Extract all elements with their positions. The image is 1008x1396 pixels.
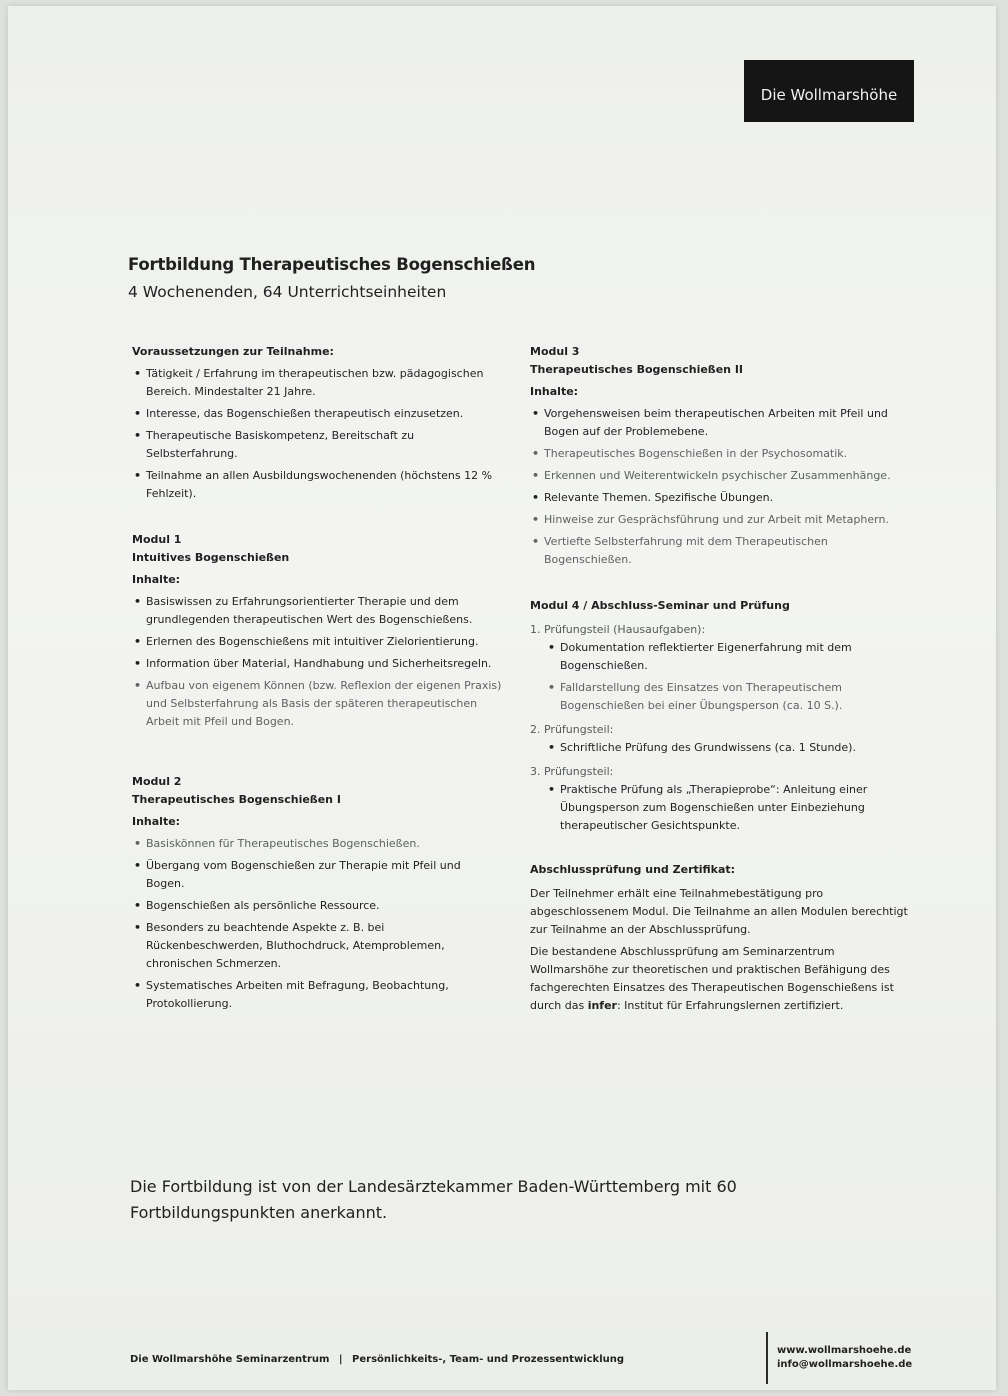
list-item: • Vertiefte Selbsterfahrung mit dem Therapeutischen Bogenschießen. bbox=[530, 533, 915, 569]
list-item: • Bogenschießen als persönliche Ressource. bbox=[132, 897, 502, 915]
footer-org-line bbox=[130, 1354, 624, 1365]
prerequisites-heading: Voraussetzungen zur Teilnahme: bbox=[132, 345, 334, 358]
modul1-list bbox=[132, 593, 502, 731]
modul4-part2-label: 2. Prüfungsteil: bbox=[530, 723, 614, 736]
modul1-label: Modul 1 bbox=[132, 533, 182, 546]
footer-tagline: Persönlichkeits-, Team- und Prozessentwicklung bbox=[352, 1354, 625, 1365]
footer-contact bbox=[777, 1344, 912, 1372]
modul2-contents-label: Inhalte: bbox=[132, 815, 181, 828]
left-column bbox=[132, 343, 502, 1017]
modul4-part3-list bbox=[546, 781, 915, 835]
modul4-part3-label: 3. Prüfungsteil: bbox=[530, 765, 614, 778]
list-item: • Basiswissen zu Erfahrungsorientierter Therapie und dem grundlegenden therapeutischen Wert des Bogenschießens. bbox=[132, 593, 502, 629]
modul4-part1-list bbox=[546, 639, 915, 715]
modul4-heading: Modul 4 / Abschluss-Seminar und Prüfung bbox=[530, 599, 790, 612]
footer-divider bbox=[766, 1332, 768, 1384]
modul2-list bbox=[132, 835, 502, 1013]
list-item: • Erkennen und Weiterentwickeln psychischer Zusammenhänge. bbox=[530, 467, 915, 485]
list-item: • Relevante Themen. Spezifische Übungen. bbox=[530, 489, 915, 507]
list-item: • Basiskönnen für Therapeutisches Bogenschießen. bbox=[132, 835, 502, 853]
certificate-paragraph-2-start: Die bestandene Abschlussprüfung am Seminarzentrum Wollmarshöhe zur theoretischen und praktischen Befähigung des fachgerechten Einsatzes des Therapeutischen Bogenschießens ist durch das bbox=[530, 945, 894, 1012]
list-item: • Tätigkeit / Erfahrung im therapeutischen bzw. pädagogischen Bereich. Mindestalter 21 Jahre. bbox=[132, 365, 502, 401]
footer-separator: | bbox=[338, 1354, 343, 1365]
list-item: • Teilnahme an allen Ausbildungswochenenden (höchstens 12 % Fehlzeit). bbox=[132, 467, 502, 503]
modul4-part2-list bbox=[546, 739, 915, 757]
accreditation-statement: Die Fortbildung ist von der Landesärztekammer Baden-Württemberg mit 60 Fortbildungspunkten anerkannt. bbox=[130, 1177, 737, 1222]
brand-logo bbox=[744, 60, 914, 122]
brand-logo-text: Die Wollmarshöhe bbox=[760, 86, 898, 104]
list-item: • Praktische Prüfung als „Therapieprobe“: Anleitung einer Übungsperson zum Bogenschießen unter Einbeziehung therapeutischer Gesichtspunkte. bbox=[546, 781, 915, 835]
modul3-label: Modul 3 bbox=[530, 345, 580, 358]
list-item: • Schriftliche Prüfung des Grundwissens (ca. 1 Stunde). bbox=[546, 739, 915, 757]
modul1-name: Intuitives Bogenschießen bbox=[132, 551, 290, 564]
list-item: • Erlernen des Bogenschießens mit intuitiver Zielorientierung. bbox=[132, 633, 502, 651]
page-title: Fortbildung Therapeutisches Bogenschießen bbox=[128, 255, 536, 274]
list-item: • Vorgehensweisen beim therapeutischen Arbeiten mit Pfeil und Bogen auf der Problemebene. bbox=[530, 405, 915, 441]
footer-website-link[interactable]: www.wollmarshoehe.de bbox=[777, 1345, 912, 1356]
infer-institute-name: infer bbox=[587, 999, 617, 1012]
list-item: • Dokumentation reflektierter Eigenerfahrung mit dem Bogenschießen. bbox=[546, 639, 915, 675]
prerequisites-list bbox=[132, 365, 502, 503]
list-item: • Systematisches Arbeiten mit Befragung, Beobachtung, Protokollierung. bbox=[132, 977, 502, 1013]
certificate-paragraph-2 bbox=[530, 943, 915, 1015]
modul2-label: Modul 2 bbox=[132, 775, 182, 788]
modul3-name: Therapeutisches Bogenschießen II bbox=[530, 363, 744, 376]
document-page bbox=[8, 6, 996, 1390]
footer-org: Die Wollmarshöhe Seminarzentrum bbox=[130, 1354, 330, 1365]
certificate-paragraph-2-end: : Institut für Erfahrungslernen zertifiziert. bbox=[616, 999, 844, 1012]
list-item: • Falldarstellung des Einsatzes von Therapeutischem Bogenschießen bei einer Übungsperson (ca. 10 S.). bbox=[546, 679, 915, 715]
list-item: • Therapeutische Basiskompetenz, Bereitschaft zu Selbsterfahrung. bbox=[132, 427, 502, 463]
list-item: • Hinweise zur Gesprächsführung und zur Arbeit mit Metaphern. bbox=[530, 511, 915, 529]
page-subtitle: 4 Wochenenden, 64 Unterrichtseinheiten bbox=[128, 283, 447, 301]
certificate-heading: Abschlussprüfung und Zertifikat: bbox=[530, 863, 736, 876]
list-item: • Interesse, das Bogenschießen therapeutisch einzusetzen. bbox=[132, 405, 502, 423]
list-item: • Information über Material, Handhabung und Sicherheitsregeln. bbox=[132, 655, 502, 673]
modul1-contents-label: Inhalte: bbox=[132, 573, 181, 586]
list-item: • Therapeutisches Bogenschießen in der Psychosomatik. bbox=[530, 445, 915, 463]
modul3-list bbox=[530, 405, 915, 569]
modul2-name: Therapeutisches Bogenschießen I bbox=[132, 793, 341, 806]
right-column bbox=[530, 343, 915, 1019]
certificate-paragraph-1: Der Teilnehmer erhält eine Teilnahmebestätigung pro abgeschlossenem Modul. Die Teilnahme an allen Modulen berechtigt zur Teilnahme an der Abschlussprüfung. bbox=[530, 887, 908, 936]
modul4-part1-label: 1. Prüfungsteil (Hausaufgaben): bbox=[530, 623, 706, 636]
modul3-contents-label: Inhalte: bbox=[530, 385, 579, 398]
list-item: • Übergang vom Bogenschießen zur Therapie mit Pfeil und Bogen. bbox=[132, 857, 502, 893]
list-item: • Besonders zu beachtende Aspekte z. B. bei Rückenbeschwerden, Bluthochdruck, Atemproblemen, chronischen Schmerzen. bbox=[132, 919, 502, 973]
list-item: • Aufbau von eigenem Können (bzw. Reflexion der eigenen Praxis) und Selbsterfahrung als Basis der späteren therapeutischen Arbeit mit Pfeil und Bogen. bbox=[132, 677, 502, 731]
footer-email-link[interactable]: info@wollmarshoehe.de bbox=[777, 1359, 913, 1370]
